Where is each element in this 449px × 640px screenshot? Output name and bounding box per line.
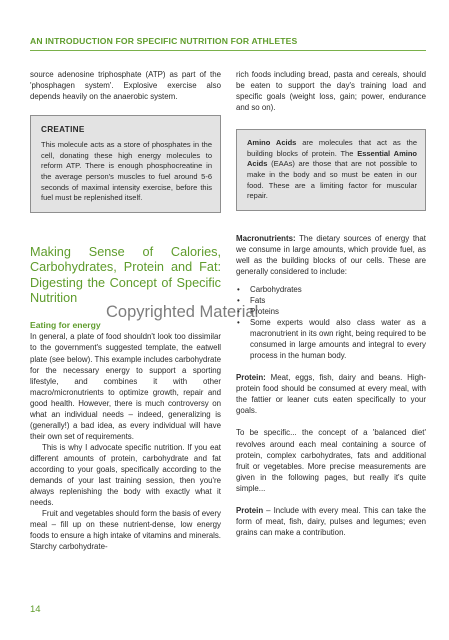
page-number: 14 — [30, 604, 41, 615]
to-be-specific-paragraph: To be specific... the concept of a 'balanced diet' revolves around each meal containing a source of protein, complex carbohydrates, fats and additional fruit or vegetables. More precise measurements are given in the following pages, but really it's quite simple... — [236, 428, 426, 493]
copyright-watermark: Copyrighted Material — [106, 303, 259, 321]
list-item: • Carbohydrates — [236, 284, 426, 295]
macronutrients-label: Macronutrients: — [236, 233, 296, 243]
amino-box-text: Amino Acids are molecules that act as the building blocks of protein. The Essential Amino Acids (EAAs) are those that are not possible to make in the body and so must be eaten in our food. These are a limiting factor for muscular repair. — [247, 138, 417, 201]
left-paragraph-2: This is why I advocate specific nutrition. If you eat different amounts of protein, carbohydrate and fat according to your goals, specifically according to the demands of your last training session, then you're always replenishing the body with exactly what it needs. — [30, 442, 221, 508]
macronutrient-list — [236, 284, 426, 361]
creatine-box-text: This molecule acts as a store of phosphates in the cell, donating these high energy molecules to reform ATP. There is enough phosphocreatine in the average person's muscles to fuel around 5-6 seconds of maximal intensity exercise, before this fuel must be replenished itself. — [41, 140, 212, 203]
creatine-sidebar-box — [30, 115, 221, 213]
eating-for-energy-subheading: Eating for energy — [30, 320, 101, 331]
left-intro-paragraph: source adenosine triphosphate (ATP) as part of the 'phosphagen system'. Explosive exercise also depends heavily on the anaerobic system. — [30, 70, 221, 102]
protein-label: Protein: — [236, 373, 266, 383]
protein-meal-paragraph: Protein – Include with every meal. This can take the form of meat, fish, dairy, pulses and legumes; even grains can make a contribution. — [236, 505, 426, 537]
list-item: • Proteins — [236, 306, 426, 317]
creatine-box-title: CREATINE — [41, 125, 85, 135]
left-paragraph-1: In general, a plate of food shouldn't look too dissimilar to the government's suggested template, the eatwell plate (see below). This example includes carbohydrate for the necessary energy to support a sporting lifestyle, and combines it with other macro/micronutrients to optimize growth, repair and good health. However, there is much controversy on what an individual needs – indeed, generalizing is (generally!) a bad idea, as every individual will have their own set of requirements. — [30, 332, 221, 441]
macronutrients-paragraph: Macronutrients: The dietary sources of energy that we consume in large amounts, which provide fuel, as well as the building blocks of our cells. These are generally considered to include: — [236, 233, 426, 276]
running-header: AN INTRODUCTION FOR SPECIFIC NUTRITION FOR ATHLETES — [30, 36, 426, 51]
right-column — [236, 69, 426, 538]
right-intro-paragraph: rich foods including bread, pasta and cereals, should be eaten to support the day's training load and specific goals (weight loss, gain; power, endurance and so on). — [236, 70, 426, 113]
protein-meal-label: Protein — [236, 505, 264, 515]
list-item: • Some experts would also class water as a macronutrient in its own right, being required to be consumed in large amounts and integral to every process in the human body. — [236, 317, 426, 361]
left-paragraph-3: Fruit and vegetables should form the basis of every meal – fill up on these nutrient-dense, low energy foods to ensure a high intake of vitamins and minerals. Starchy carbohydrate- — [30, 509, 221, 552]
section-heading: Making Sense of Calories, Carbohydrates, Protein and Fat: Digesting the Concept of Specific Nutrition — [30, 244, 221, 305]
amino-acids-term: Amino Acids — [247, 138, 297, 148]
list-item: • Fats — [236, 295, 426, 306]
protein-paragraph: Protein: Meat, eggs, fish, dairy and beans. High-protein food should be consumed at every meal, with the fattier or leaner cuts eaten specifically to your goals. — [236, 373, 426, 416]
essential-amino-acids-term: Essential Amino Acids — [247, 148, 417, 169]
amino-acids-sidebar-box — [236, 129, 426, 211]
